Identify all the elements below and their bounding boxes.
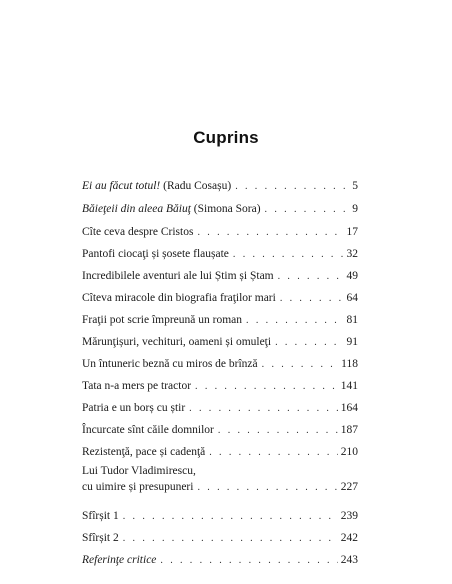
toc-entry-title-part: Pantofi ciocaţi și șosete flaușate — [82, 248, 229, 260]
toc-entry-line — [82, 245, 358, 264]
toc-entry-title-italic: Ei au făcut totul! — [82, 180, 161, 192]
toc-entry-title-part: (Simona Sora) — [190, 203, 261, 215]
toc-page-number: 32 — [346, 248, 358, 260]
toc-entry — [82, 507, 358, 525]
dot-leader — [195, 378, 338, 396]
toc-entry-title-italic: Băieţeii din aleea Băiuţ — [82, 203, 191, 215]
toc-entry-line — [82, 289, 358, 308]
toc-entry-title — [82, 289, 276, 307]
dot-leader — [280, 290, 344, 308]
toc-entry-title — [82, 355, 258, 373]
toc-entry-title-part: Patria e un borș cu știr — [82, 402, 186, 414]
toc-entry-title-part: Sfîrșit 1 — [82, 510, 119, 522]
dot-leader — [235, 178, 345, 196]
toc-entry-line — [82, 311, 358, 330]
dot-leader — [218, 422, 338, 440]
toc-page-number: 242 — [340, 532, 358, 544]
toc-entry-title — [82, 333, 271, 351]
toc-entry-line — [82, 377, 358, 396]
toc-entry-title-part: Un întuneric beznă cu miros de brînză — [82, 358, 258, 370]
toc-entry-title-part: cu uimire și presupuneri — [82, 481, 194, 493]
toc-entry — [82, 529, 358, 547]
dot-leader — [189, 400, 338, 418]
toc-entry-title — [82, 421, 214, 439]
toc-entry-title — [82, 223, 193, 241]
toc-entry-line — [82, 355, 358, 374]
toc-entry-line — [82, 421, 358, 440]
dot-leader — [123, 530, 338, 548]
toc-page-number: 81 — [346, 314, 358, 326]
toc-entry — [82, 245, 358, 263]
toc-entry-line — [82, 551, 358, 570]
toc-entry-title-part: Cîte ceva despre Cristos — [82, 226, 194, 238]
dot-leader — [278, 268, 344, 286]
toc-entry-line — [82, 267, 358, 286]
toc-entry-line — [82, 443, 358, 462]
toc-entry-title — [82, 200, 261, 218]
dot-leader — [197, 479, 337, 497]
toc-page-number: 141 — [340, 380, 358, 392]
toc-entry — [82, 551, 358, 569]
toc-entry — [82, 355, 358, 373]
toc-entry-title — [82, 245, 229, 263]
toc-entry-title — [82, 529, 119, 547]
toc-entry-title-part: (Radu Cosașu) — [160, 180, 232, 192]
page-title: Cuprins — [193, 128, 259, 147]
toc-entry — [82, 311, 358, 329]
dot-leader — [262, 356, 339, 374]
toc-entry-line — [82, 223, 358, 242]
toc-entry-title-line: Lui Tudor Vladimirescu, — [82, 465, 196, 477]
toc-page-number: 243 — [340, 554, 358, 566]
toc-entry-title-part: Incredibilele aventuri ale lui Știm și Ștam — [82, 270, 274, 282]
dot-leader — [275, 334, 343, 352]
toc-page-number: 91 — [346, 336, 358, 348]
toc-page-number: 5 — [352, 180, 358, 192]
toc-entry — [82, 200, 358, 218]
toc-entry-line — [82, 529, 358, 548]
toc-entry-title — [82, 399, 185, 417]
toc-entry-line — [82, 200, 358, 219]
toc-entry — [82, 399, 358, 417]
toc-entry — [82, 377, 358, 395]
toc-page-number: 9 — [352, 203, 358, 215]
toc-entry — [82, 223, 358, 241]
toc-entry-title — [82, 478, 193, 496]
toc-entry-title-part: Sfîrșit 2 — [82, 532, 119, 544]
toc-entry — [82, 462, 358, 496]
toc-entry-title-part: Mărunţișuri, vechituri, oameni și omuleţi — [82, 336, 272, 348]
toc-entry-title — [82, 267, 274, 285]
dot-leader — [233, 246, 344, 264]
toc-page-number: 118 — [341, 358, 358, 370]
toc-page-number: 239 — [340, 510, 358, 522]
dot-leader — [197, 224, 343, 242]
toc-entry-title — [82, 507, 119, 525]
toc-page-number: 210 — [340, 446, 358, 458]
toc-entry-title-part: Rezistenţă, pace și cadenţă — [82, 446, 206, 458]
toc-entry — [82, 267, 358, 285]
toc-entry — [82, 289, 358, 307]
toc-page-number: 227 — [340, 481, 358, 493]
dot-leader — [265, 201, 345, 219]
dot-leader — [246, 312, 343, 330]
toc-entry-title — [82, 177, 231, 195]
toc-entry-line — [82, 478, 358, 497]
toc-entry-title-part: Încurcate sînt căile domnilor — [82, 424, 214, 436]
toc-entry-title — [82, 443, 205, 461]
toc-page-number: 187 — [340, 424, 358, 436]
toc-entry-line — [82, 399, 358, 418]
toc-entry-title-italic: Referinţe critice — [82, 554, 157, 566]
toc-page-number: 64 — [346, 292, 358, 304]
toc-entry — [82, 177, 358, 195]
dot-leader — [160, 552, 337, 570]
toc-entry — [82, 421, 358, 439]
toc-page-number: 17 — [346, 226, 358, 238]
toc-entry — [82, 443, 358, 461]
toc-entry-title — [82, 311, 242, 329]
toc-page-number: 49 — [346, 270, 358, 282]
toc-entry-line — [82, 333, 358, 352]
toc-entry-line — [82, 507, 358, 526]
toc-entry-title-part: Fraţii pot scrie împreună un roman — [82, 314, 243, 326]
toc-entry — [82, 333, 358, 351]
toc-entry-title — [82, 377, 191, 395]
toc-entry-title — [82, 551, 156, 569]
toc-page-number: 164 — [340, 402, 358, 414]
dot-leader — [209, 444, 338, 462]
toc-entry-line — [82, 177, 358, 196]
toc-entry-title-part: Cîteva miracole din biografia fraţilor mari — [82, 292, 276, 304]
toc-entry-title-part: Tata n-a mers pe tractor — [82, 380, 192, 392]
dot-leader — [123, 508, 338, 526]
